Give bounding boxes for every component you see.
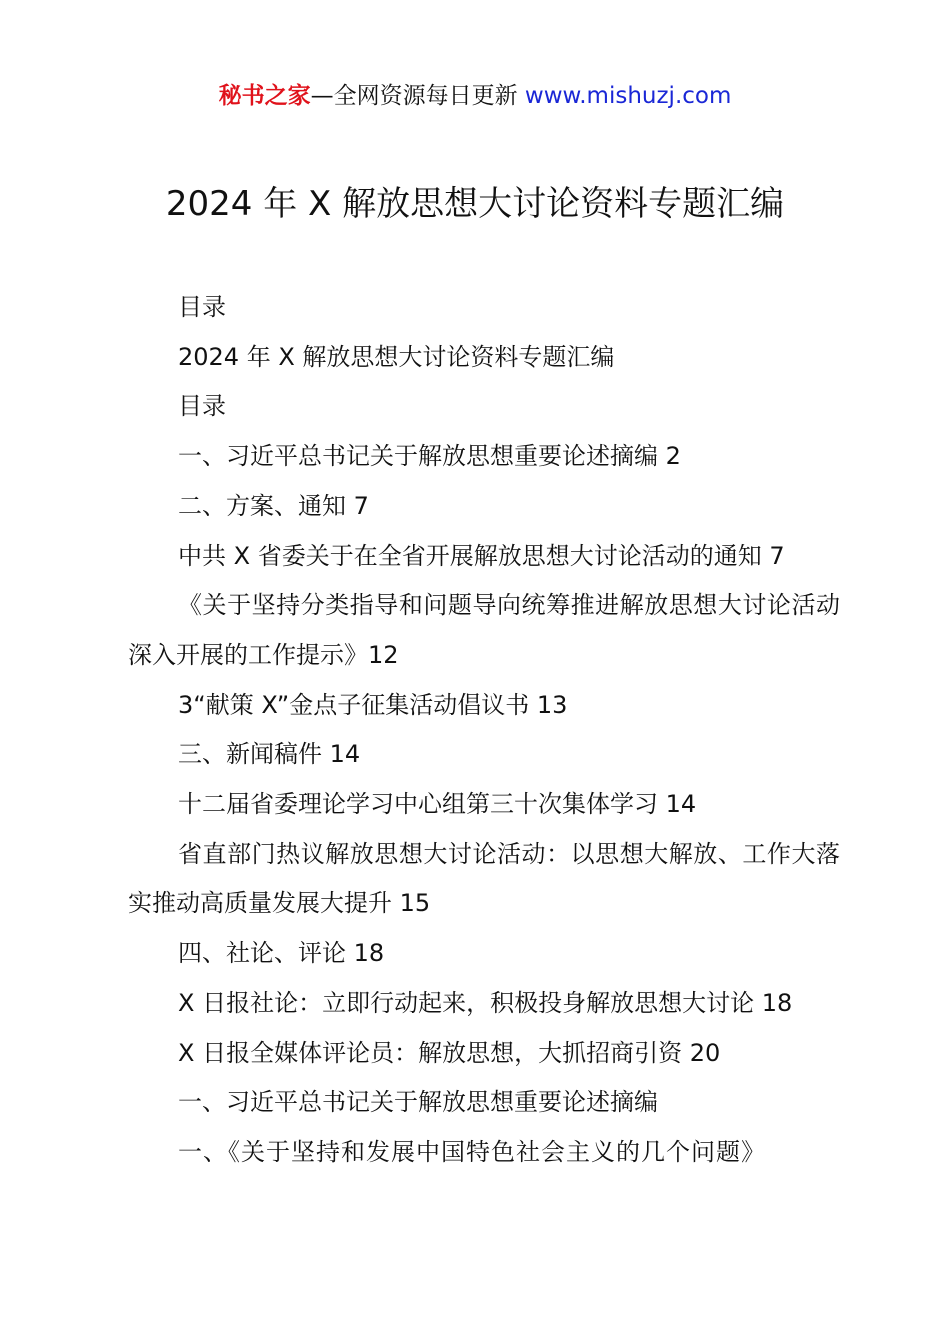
site-header [0,80,950,112]
toc-entry: 3“献策 X”金点子征集活动倡议书 13 [178,690,568,719]
toc-entry: 省直部门热议解放思想大讨论活动：以思想大解放、工作大落实推动高质量发展大提升 15 [128,839,840,918]
toc-heading: 目录 [178,293,226,321]
toc-entry: 四、社论、评论 18 [178,939,385,968]
section-heading: 一、习近平总书记关于解放思想重要论述摘编 [178,1088,658,1117]
toc-entry: 三、新闻稿件 14 [178,740,361,769]
toc-line: 2024 年 X 解放思想大讨论资料专题汇编 [178,342,615,371]
toc-heading: 目录 [178,392,226,421]
section-subheading: 一、《关于坚持和发展中国特色社会主义的几个问题》 [178,1137,766,1166]
toc-entry: 一、习近平总书记关于解放思想重要论述摘编 2 [178,442,681,471]
document-body [128,283,840,1178]
header-slogan: —全网资源每日更新 [310,83,518,109]
toc-entry: X 日报全媒体评论员：解放思想，大抓招商引资 20 [178,1038,721,1067]
document-title: 2024 年 X 解放思想大讨论资料专题汇编 [165,184,785,224]
toc-entry: 中共 X 省委关于在全省开展解放思想大讨论活动的通知 7 [178,541,785,570]
toc-entry: 《关于坚持分类指导和问题导向统筹推进解放思想大讨论活动深入开展的工作提示》12 [128,591,840,669]
toc-entry: 二、方案、通知 7 [178,491,369,520]
toc-entry: X 日报社论：立即行动起来，积极投身解放思想大讨论 18 [178,988,793,1017]
toc-entry: 十二届省委理论学习中心组第三十次集体学习 14 [178,790,697,819]
brand-name: 秘书之家 [218,83,311,109]
site-url-link[interactable]: www.mishuzj.com [524,83,732,109]
